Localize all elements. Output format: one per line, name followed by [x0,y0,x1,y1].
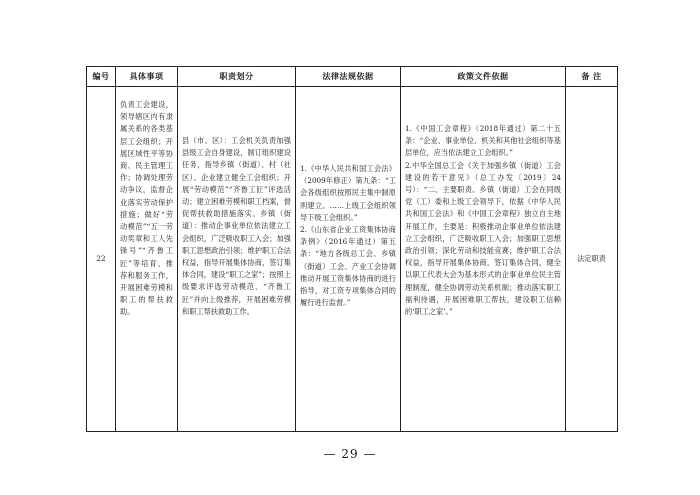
table-header [87,67,618,87]
header-policy: 政策文件依据 [401,67,566,87]
page-number: — 29 — [323,447,377,461]
header-matter: 具体事项 [116,67,178,87]
header-remark: 备 注 [566,67,618,87]
policy-item: 1.《中国工会章程》（2018年通过）第二十五条：“企业、事业单位、机关和其他社会组织等基层单位，应当依法建立工会组织。” [405,124,561,158]
duty-text: 县（市、区）：工会机关负责加强县级工会自身建设，制订组织建设任务，指导乡镇（街道）、村（社区）、企业建立健全工会组织；开展“劳动模范”“齐鲁工匠”评选活动；建立困难劳模和职工档案，督促帮扶救助措施落实。乡镇（街道）：推动企事业单位依法建立工会组织，广泛吸收职工入会；加强职工思想政治引领；维护职工合法权益，指导开展集体协商，签订集体合同，建设“职工之家”；按照上级要求评选劳动模范、“齐鲁工匠”并向上级推荐，开展困难劳模和职工帮扶救助工作。 [182,136,291,316]
cell-number: 22 [87,87,116,432]
header-number: 编号 [87,67,116,87]
law-item: 1.《中华人民共和国工会法》（2009年修正）第九条：“工会各级组织按照民主集中制原则建立。……上级工会组织领导下级工会组织。” [300,164,396,222]
duty-table [86,66,618,432]
law-item: 2.《山东省企业工资集体协商条例》（2016年通过）第五条：“地方各级总工会、乡镇（街道）工会、产业工会协调推动开展工资集体协商的进行指导，对工资专项集体合同的履行进行监督。” [300,225,396,308]
cell-policy [401,87,566,432]
policy-item: 2.中华全国总工会《关于加强乡镇（街道）工会建设的若干意见》（总工办发〔2019〕24号）：“二、主要职责。乡镇（街道）工会在同级党（工）委和上级工会领导下，依据《中华人民共和国工会法》和《中国工会章程》独立自主地开展工作，主要是：积极推动企事业单位依法建立工会组织，广泛吸收职工入会；加强职工思想政治引领；深化劳动和技能竞赛；维护职工合法权益，指导开展集体协商，签订集体合同，健全以职工代表大会为基本形式的企事业单位民主管理制度，健全协调劳动关系机制；推动落实职工福利待遇，开展困难职工帮扶，建设职工信赖的‘职工之家’。” [405,160,561,317]
table-row [87,87,618,432]
matter-text: 负责工会建设，领导辖区内有隶属关系的各类基层工会组织；开展区域性平等协商、民主管理工作；协调处理劳动争议，监督企业落实劳动保护措施；做好“劳动模范”“五一劳动奖章和工人先锋号”“齐鲁工匠”等培育、推荐和服务工作，开展困难劳模和职工的帮扶救助。 [120,100,173,317]
header-duty: 职责划分 [178,67,296,87]
cell-duty [178,87,296,432]
cell-law [296,87,401,432]
cell-remark: 法定职责 [566,87,618,432]
cell-matter [116,87,178,432]
header-law: 法律法规依据 [296,67,401,87]
